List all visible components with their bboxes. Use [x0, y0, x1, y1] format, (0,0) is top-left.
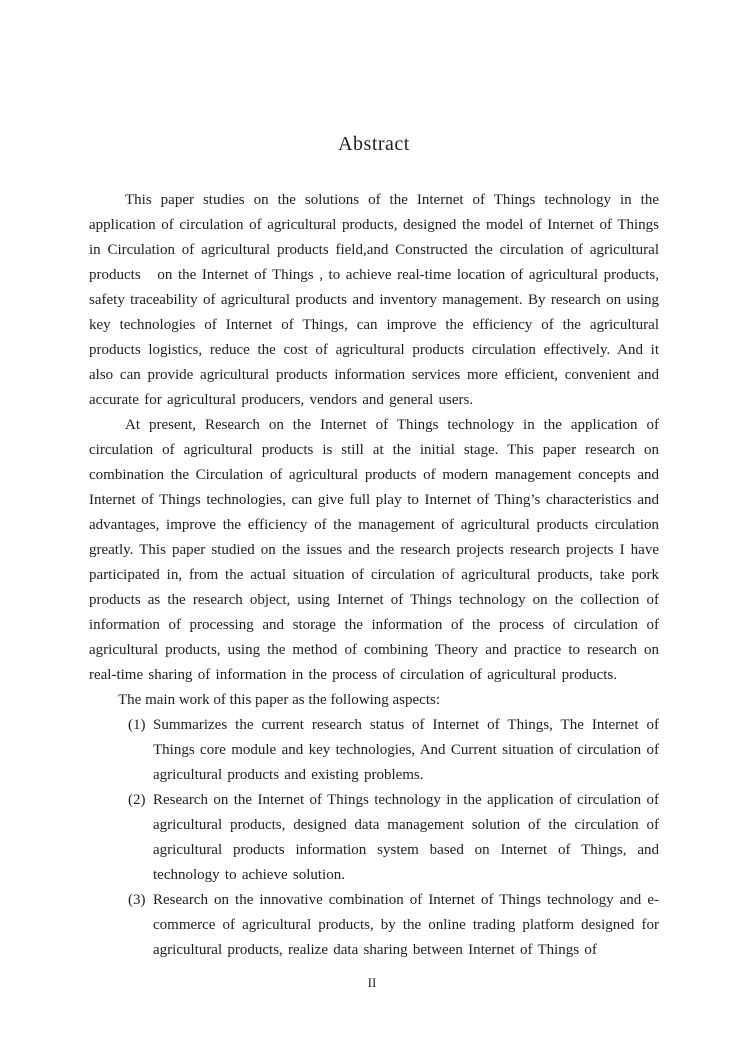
- abstract-paragraph-2: At present, Research on the Internet of Things technology in the application of circulation of agricultural products is still at the initial stage. This paper research on combination the Circulation of agricultural products of modern management concepts and Internet of Things technologies, can give full play to Internet of Thing’s characteristics and advantages, improve the efficiency of the management of agricultural products circulation greatly. This paper studied on the issues and the research projects research projects I have participated in, from the actual situation of circulation of agricultural products, take pork products as the research object, using Internet of Things technology on the collection of information of processing and storage the information of the process of circulation of agricultural products, using the method of combining Theory and practice to research on real-time sharing of information in the process of circulation of agricultural products.: [89, 417, 659, 683]
- list-item-marker: (1): [128, 717, 146, 733]
- main-work-lead-line: The main work of this paper as the following aspects:: [118, 692, 441, 708]
- numbered-list: [89, 713, 659, 963]
- page-title: Abstract: [338, 133, 410, 155]
- list-item-text: Summarizes the current research status of Internet of Things, The Internet of Things core module and key technologies, And Current situation of circulation of agricultural products and existing problems.: [153, 717, 659, 783]
- list-item-marker: (2): [128, 792, 146, 808]
- list-item-text: Research on the Internet of Things technology in the application of circulation of agricultural products, designed data management solution of the circulation of agricultural products information system based on Internet of Things, and technology to achieve solution.: [153, 792, 659, 883]
- page-content: [89, 0, 659, 963]
- list-item: [89, 888, 659, 963]
- abstract-paragraph-1: This paper studies on the solutions of the Internet of Things technology in the application of circulation of agricultural products, designed the model of Internet of Things in Circulation of agricultural products field,and Constructed the circulation of agricultural products on the Internet of Things , to achieve real-time location of agricultural products, safety traceability of agricultural products and inventory management. By research on using key technologies of Internet of Things, can improve the efficiency of the agricultural products logistics, reduce the cost of agricultural products circulation effectively. And it also can provide agricultural products information services more efficient, convenient and accurate for agricultural producers, vendors and general users.: [89, 192, 659, 408]
- list-item: [89, 788, 659, 888]
- page-number: II: [367, 975, 377, 990]
- list-item-text: Research on the innovative combination of Internet of Things technology and e-commerce of agricultural products, by the online trading platform designed for agricultural products, realize data sharing between Internet of Things of: [153, 892, 659, 958]
- list-item: [89, 713, 659, 788]
- list-item-marker: (3): [128, 892, 146, 908]
